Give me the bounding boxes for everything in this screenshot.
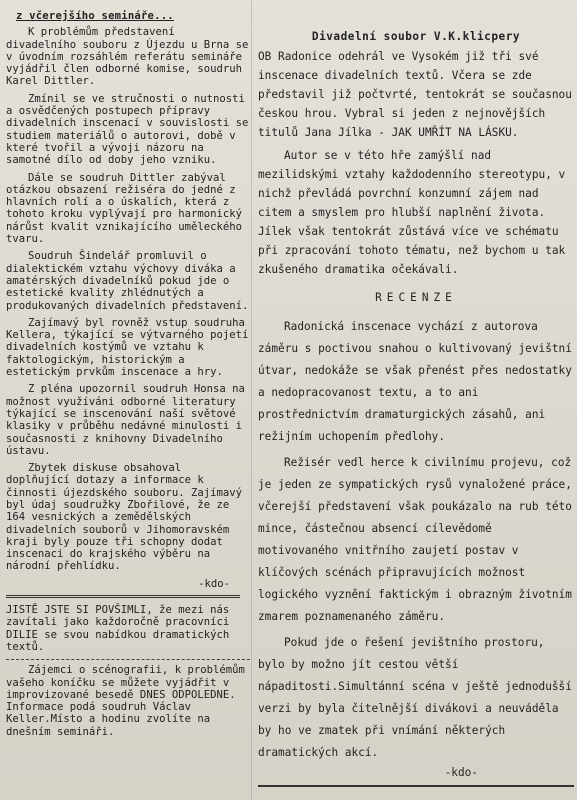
left-paragraph-5: Zajímavý byl rovněž vstup soudruha Kellera, týkající se výtvarného pojetí divadelních kostýmů ve vztahu k faktologickým, historickým a estetickým prvkům inscenace a hry. [6,316,249,379]
right-signature: -kdo- [444,766,478,779]
left-heading: z včerejšího semináře... [16,10,174,22]
right-paragraph-1: OB Radonice odehrál ve Vysokém již tři své inscenace divadelních textů. Včera se zde představil již počtvrté, tentokrát se současnou českou hrou. Vybral si jeden z nejnovějších titulů Jana Jílka - JAK UMŘÍT NA LÁSKU. [258,50,572,139]
left-signature: -kdo- [198,577,230,590]
left-divider [6,595,240,598]
right-column [258,30,574,795]
left-paragraph-1: K problémům představení divadelního souboru z Újezdu u Brna se v úvodním rozsáhlém referátu semináře vyjádřil člen odborné komise, soudruh Karel Dittler. [6,26,249,88]
left-paragraph-3: Dále se soudruh Dittler zabýval otázkou obsazení režiséra do jedné z hlavních rolí a o úskalích, která z tohoto kroku vyplývají pro harmonický nárůst kvalit vznikajícího uměleckého tvaru. [6,171,242,246]
left-paragraph-4: Soudruh Šindelář promluvil o dialektickém vztahu výchovy diváka a amatérských divadelníků pokud jde o estetické kvality zhlédnutých a produkovaných divadelních představení. [6,250,249,312]
right-heading: Divadelní soubor V.K.klicpery [311,30,521,43]
right-paragraph-5: Pokud jde o řešení jevištního prostoru, bylo by možno jít cestou větší nápaditosti.Simultánní scéna v ještě jednodušší verzi by byla čitelnější divákovi a neuváděla by ho ve zmatek při vnímání některých dramatických akcí. [258,636,572,759]
recenze-heading: RECENZE [375,291,457,304]
right-paragraph-3: Radonická inscenace vychází z autorova záměru s poctivou snahou o kultivovaný jevištní útvar, nedokáže se však přenést přes nedostatky a nedopracovanost textu, a to ani prostřednictvím dramaturgických zásahů, ani režijním uchopením předlohy. [258,320,572,443]
left-column [6,10,250,795]
left-paragraph-6: Z pléna upozornil soudruh Honsa na možnost využíváni odborné literatury týkající se inscenování naší světové klasiky v průběhu nedávné minulosti i současnosti z knihovny Divadelního ústavu. [6,383,245,457]
column-divider [251,0,252,800]
left-paragraph-2: Zmínil se ve stručnosti o nutnosti a osvědčených postupech přípravy divadelních inscenací v souvislosti se studiem materiálů o autorovi, době v které tvořil a vývoji názoru na samotné dílo od doby jeho vzniku. [6,92,249,167]
dilie-notice: JISTĚ JSTE SI POVŠIMLI, že mezi nás zavítali jako každoročně pracovníci DILIE se svou nabídkou dramatických textů. [6,604,230,653]
right-paragraph-2: Autor se v této hře zamýšlí nad mezilidskými vztahy každodenního stereotypu, v nichž převládá povrchní konzumní zájem nad citem a smyslem pro hlubší naplnění života. Jílek však tentokrát zůstává více ve schématu při zpracování tohoto tématu, než bychom u tak zkušeného dramatika očekávali. [258,149,566,276]
right-paragraph-4: Režisér vedl herce k civilnímu projevu, což je jeden ze sympatických rysů vynaložené práce, včerejší představení však poukázalo na rub této mince, částečnou absencí cílevědomě motivovaného vnitřního zaujetí postav v klíčových scénách připravujících možnost logického vyznění faktickým i obrazným životním zmarem poznamenaného záměru. [258,456,572,623]
scenography-notice: Zájemci o scénografii, k problémům vašeho koníčku se můžete vyjádřit v improvizované besedě DNES ODPOLEDNE. Informace podá soudruh Václav Keller.Místo a hodinu zvolíte na dnešním semináři. [6,659,250,738]
right-bottom-rule [258,785,574,787]
left-paragraph-7: Zbytek diskuse obsahoval doplňující dotazy a informace k činnosti újezdského souboru. Zajímavý byl údaj soudružky Zbořilové, že ze 164 vesnických a zemědělských divadelních souborů v Jihomoravském kraji byly pouze tři schopny dodat inscenaci do krajského výběru na národní přehlídku. [6,462,242,573]
